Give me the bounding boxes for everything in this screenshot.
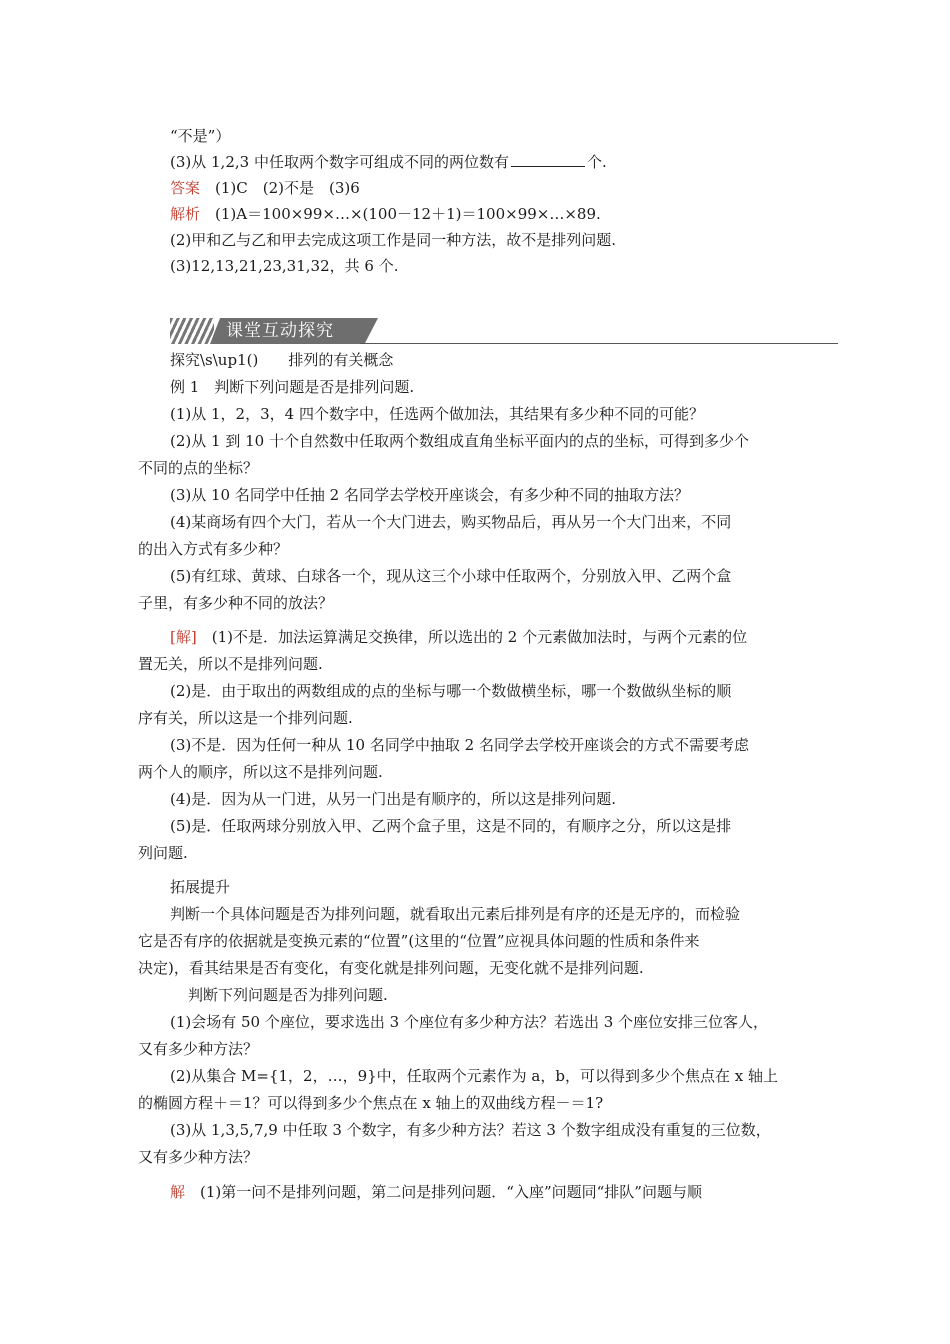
text-line: (2)甲和乙与乙和甲去完成这项工作是同一种方法，故不是排列问题. (170, 231, 617, 249)
text-line: (2)是．由于取出的两数组成的点的坐标与哪一个数做横坐标，哪一个数做纵坐标的顺 (170, 682, 732, 700)
text-line: (3)12,13,21,23,31,32，共 6 个. (170, 257, 399, 275)
text-line: 列问题. (138, 844, 188, 862)
final-solution-label: 解 (170, 1183, 186, 1201)
text-line: 又有多少种方法？ (138, 1148, 259, 1166)
solution-label: [解] (170, 628, 197, 646)
text-line: 的椭圆方程＋＝1？可以得到多少个焦点在 x 轴上的双曲线方程－＝1? (138, 1094, 604, 1112)
solution-line (170, 627, 747, 647)
text-line: (2)从集合 M={1，2，…，9}中，任取两个元素作为 a，b，可以得到多少个焦点在 x 轴上 (170, 1067, 778, 1085)
text-line: 它是否有序的依据就是变换元素的“位置”(这里的“位置”应视具体问题的性质和条件来 (138, 932, 700, 950)
analysis-label: 解析 (170, 205, 201, 223)
text-line: (5)有红球、黄球、白球各一个，现从这三个小球中任取两个，分别放入甲、乙两个盒 (170, 567, 732, 585)
question-text-end: 个. (586, 153, 607, 171)
text-line: 不同的点的坐标？ (138, 459, 259, 477)
banner-rule (360, 343, 838, 344)
text-line: 的出入方式有多少种？ (138, 540, 289, 558)
extension-title: 拓展提升 (170, 878, 231, 896)
example-title: 例 1 判断下列问题是否是排列问题. (170, 378, 415, 396)
final-solution-text: (1)第一问不是排列问题，第二问是排列问题．“入座”问题同“排队”问题与顺 (200, 1183, 702, 1201)
text-line: (3)从 10 名同学中任抽 2 名同学去学校开座谈会，有多少种不同的抽取方法？ (170, 486, 689, 504)
question-line (170, 152, 607, 172)
text-line: “不是”） (170, 127, 231, 145)
answer-label: 答案 (170, 179, 201, 197)
banner-title: 课堂互动探究 (226, 321, 334, 341)
analysis-line (170, 204, 601, 224)
text-line: 又有多少种方法？ (138, 1040, 259, 1058)
text-line: (2)从 1 到 10 十个自然数中任取两个数组成直角坐标平面内的点的坐标，可得到多少个 (170, 432, 749, 450)
practice-title: 判断下列问题是否为排列问题. (188, 986, 388, 1004)
text-line: (5)是．任取两球分别放入甲、乙两个盒子里，这是不同的，有顺序之分，所以这是排 (170, 817, 732, 835)
solution-text: (1)不是．加法运算满足交换律，所以选出的 2 个元素做加法时，与两个元素的位 (211, 628, 748, 646)
text-line: 序有关，所以这是一个排列问题. (138, 709, 353, 727)
text-line: (4)是．因为从一门进，从另一门出是有顺序的，所以这是排列问题. (170, 790, 617, 808)
question-text: (3)从 1,2,3 中任取两个数字可组成不同的两位数有 (170, 153, 509, 171)
analysis-text: (1)A＝100×99×…×(100－12＋1)＝100×99×…×89. (215, 205, 601, 223)
text-line: 决定)，看其结果是否有变化，有变化就是排列问题，无变化就不是排列问题. (138, 959, 644, 977)
text-line: (1)会场有 50 个座位，要求选出 3 个座位有多少种方法？若选出 3 个座位安排三位客人， (170, 1013, 769, 1031)
section-banner (170, 318, 838, 346)
text-line: 判断一个具体问题是否为排列问题，就看取出元素后排列是有序的还是无序的，而检验 (170, 905, 741, 923)
text-line: 子里，有多少种不同的放法？ (138, 594, 334, 612)
text-line: (1)从 1，2，3，4 四个数字中，任选两个做加法，其结果有多少种不同的可能？ (170, 405, 704, 423)
explore-title: 探究\s\up1() 排列的有关概念 (170, 351, 394, 369)
text-line: 两个人的顺序，所以这不是排列问题. (138, 763, 383, 781)
answer-line (170, 178, 360, 198)
answer-blank (511, 152, 585, 167)
text-line: 置无关，所以不是排列问题. (138, 655, 323, 673)
text-line: (3)从 1,3,5,7,9 中任取 3 个数字，有多少种方法？若这 3 个数字组成没有重复的三位数， (170, 1121, 771, 1139)
final-solution-line (170, 1182, 702, 1202)
text-line: (4)某商场有四个大门，若从一个大门进去，购买物品后，再从另一个大门出来，不同 (170, 513, 732, 531)
text-line: (3)不是．因为任何一种从 10 名同学中抽取 2 名同学去学校开座谈会的方式不需要考虑 (170, 736, 749, 754)
answer-text: (1)C (2)不是 (3)6 (215, 179, 360, 197)
banner-stripes (170, 318, 214, 344)
